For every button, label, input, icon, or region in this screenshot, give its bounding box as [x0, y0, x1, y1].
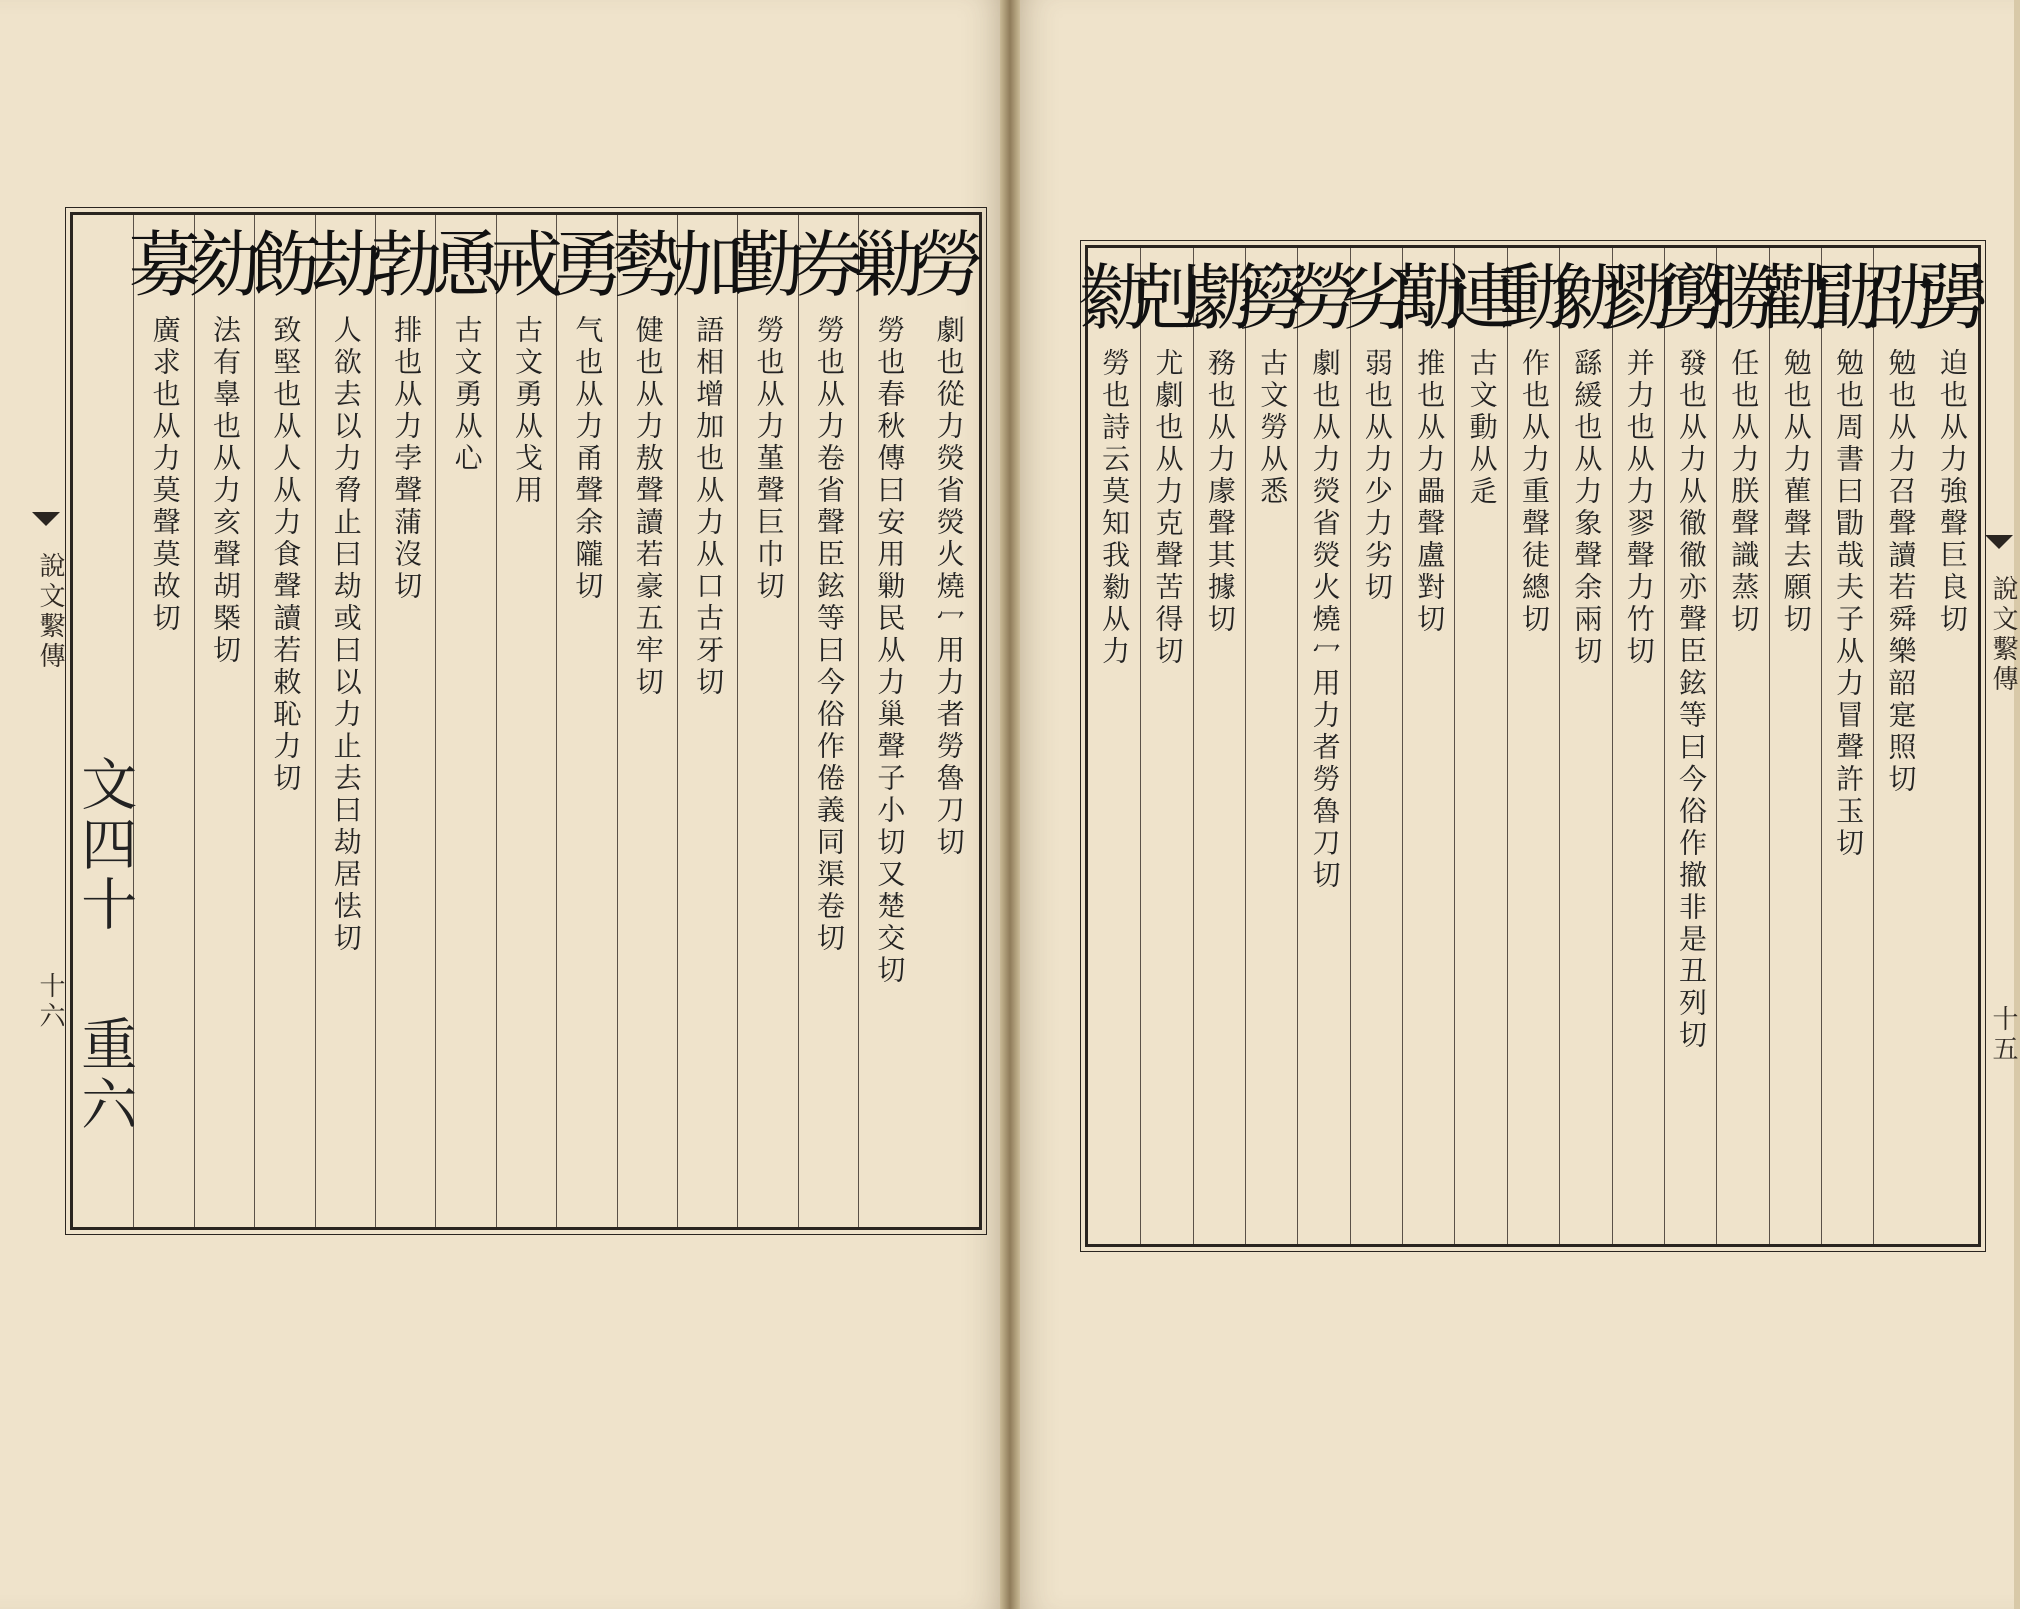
gloss-text: 勞也春秋傳曰安用勦民从力巢聲子小切又楚交切 — [873, 315, 907, 987]
seal-character: 加 — [672, 223, 745, 307]
text-column — [188, 215, 261, 1227]
right-margin-page: 十五 — [1988, 1005, 2018, 1065]
text-column — [1497, 248, 1570, 1244]
gloss-text: 排也从力孛聲蒲沒切 — [390, 315, 424, 603]
gloss-text: 古文勞从悉 — [1256, 348, 1290, 508]
text-column — [490, 215, 563, 1227]
text-column — [309, 215, 382, 1227]
seal-character: 勃 — [370, 223, 443, 307]
book-gutter — [1000, 0, 1020, 1609]
seal-character: 劭 — [1864, 256, 1937, 340]
gloss-text: 弱也从力少力劣切 — [1360, 348, 1394, 604]
seal-character: 連 — [1445, 256, 1518, 340]
gloss-text: 尤劇也从力克聲苦得切 — [1151, 348, 1185, 668]
gloss-text: 勉也从力召聲讀若舜樂韶寔照切 — [1884, 348, 1918, 796]
seal-character: 剋 — [1131, 256, 1204, 340]
seal-character: 券 — [792, 223, 865, 307]
text-column — [732, 215, 805, 1227]
gloss-text: 勞也从力堇聲巨巾切 — [752, 315, 786, 603]
gloss-text: 劇也从力熒省熒火燒冖用力者勞魯刀切 — [1308, 348, 1342, 892]
gloss-text: 務也从力豦聲其據切 — [1203, 348, 1237, 636]
left-margin-title: 說文繫傳 — [35, 552, 65, 672]
text-column — [1812, 248, 1885, 1244]
left-margin-page: 十六 — [35, 972, 65, 1032]
text-column — [1131, 248, 1204, 1244]
gloss-text: 古文勇从戈用 — [510, 315, 544, 507]
tally-column — [72, 215, 138, 1227]
text-column — [1915, 248, 1988, 1244]
fishtail-mark — [1985, 535, 2013, 549]
gloss-text: 推也从力畾聲盧對切 — [1413, 348, 1447, 636]
text-column — [792, 215, 865, 1227]
text-column — [1707, 248, 1780, 1244]
gloss-text: 古文勇从心 — [450, 315, 484, 475]
gloss-text: 劇也從力熒省熒火燒冖用力者勞魯刀切 — [932, 315, 966, 859]
gloss-text: 勉也周書曰勖哉夫子从力冒聲許玉切 — [1832, 348, 1866, 860]
gloss-text: 作也从力重聲徒總切 — [1517, 348, 1551, 636]
text-column — [1759, 248, 1832, 1244]
seal-character: 勶 — [1655, 256, 1728, 340]
text-column — [1288, 248, 1361, 1244]
text-column — [1550, 248, 1623, 1244]
right-margin-title: 說文繫傳 — [1988, 575, 2018, 695]
text-column — [1236, 248, 1309, 1244]
gloss-text: 勞也詩云莫知我勬从力 — [1098, 348, 1132, 668]
seal-character: 募 — [128, 223, 201, 307]
text-column — [1340, 248, 1413, 1244]
text-column — [1445, 248, 1518, 1244]
seal-character: 勸 — [1759, 256, 1832, 340]
seal-character: 勞 — [912, 223, 985, 307]
text-column — [128, 215, 201, 1227]
seal-character: 勖 — [1812, 256, 1885, 340]
seal-character: 勇 — [551, 223, 624, 307]
text-column — [249, 215, 322, 1227]
text-column — [1078, 248, 1151, 1244]
gloss-text: 人欲去以力脅止曰劫或曰以力止去曰劫居怯切 — [329, 315, 363, 955]
gloss-text: 并力也从力翏聲力竹切 — [1622, 348, 1656, 668]
text-column — [370, 215, 443, 1227]
seal-character: 簩 — [1236, 256, 1309, 340]
text-column — [1602, 248, 1675, 1244]
gloss-text: 發也从力从徹徹亦聲臣鉉等曰今俗作撤非是丑列切 — [1675, 348, 1709, 1052]
seal-character: 勥 — [1915, 256, 1988, 340]
gloss-text: 任也从力朕聲識蒸切 — [1727, 348, 1761, 636]
seal-character: 劫 — [309, 223, 382, 307]
right-margin-bar — [1983, 245, 2018, 1241]
text-column — [912, 215, 985, 1227]
left-text-frame — [70, 212, 985, 1230]
seal-character: 勦 — [853, 223, 926, 307]
gloss-text: 繇緩也从力象聲余兩切 — [1570, 348, 1604, 668]
seal-character: 動 — [1497, 256, 1570, 340]
text-column — [430, 215, 503, 1227]
seal-character: 勬 — [1078, 256, 1151, 340]
gloss-text: 致堅也从人从力食聲讀若敕恥力切 — [269, 315, 303, 795]
gloss-text: 迫也从力強聲巨良切 — [1935, 348, 1969, 636]
duplicate-count: 重六 — [72, 1015, 138, 1135]
text-column — [853, 215, 926, 1227]
character-count: 文四十 — [72, 755, 138, 935]
seal-character: 勞 — [1288, 256, 1361, 340]
seal-character: 勱 — [1393, 256, 1466, 340]
seal-character: 勝 — [1707, 256, 1780, 340]
text-column — [1183, 248, 1256, 1244]
gloss-text: 气也从力甬聲余隴切 — [571, 315, 605, 603]
seal-character: 勤 — [732, 223, 805, 307]
text-column — [1655, 248, 1728, 1244]
seal-character: 勮 — [1183, 256, 1256, 340]
seal-character: 飭 — [249, 223, 322, 307]
seal-character: 恿 — [430, 223, 503, 307]
text-column — [551, 215, 624, 1227]
left-margin-bar — [30, 212, 65, 1224]
gloss-text: 廣求也从力莫聲莫故切 — [148, 315, 182, 635]
seal-character: 勠 — [1602, 256, 1675, 340]
gloss-text: 健也从力敖聲讀若豪五牢切 — [631, 315, 665, 699]
seal-character: 勨 — [1550, 256, 1623, 340]
fishtail-mark — [32, 512, 60, 526]
seal-character: 劾 — [188, 223, 261, 307]
text-column — [1864, 248, 1937, 1244]
text-column — [1393, 248, 1466, 1244]
text-column — [672, 215, 745, 1227]
gloss-text: 法有辠也从力亥聲胡槩切 — [208, 315, 242, 667]
gloss-text: 語相增加也从力从口古牙切 — [692, 315, 726, 699]
gloss-text: 勞也从力卷省聲臣鉉等曰今俗作倦義同渠卷切 — [812, 315, 846, 955]
seal-character: 勢 — [611, 223, 684, 307]
gloss-text: 勉也从力雚聲去願切 — [1779, 348, 1813, 636]
seal-character: 劣 — [1340, 256, 1413, 340]
right-text-frame — [1078, 245, 1988, 1247]
gloss-text: 古文動从辵 — [1465, 348, 1499, 508]
text-column — [611, 215, 684, 1227]
seal-character: 戒 — [490, 223, 563, 307]
